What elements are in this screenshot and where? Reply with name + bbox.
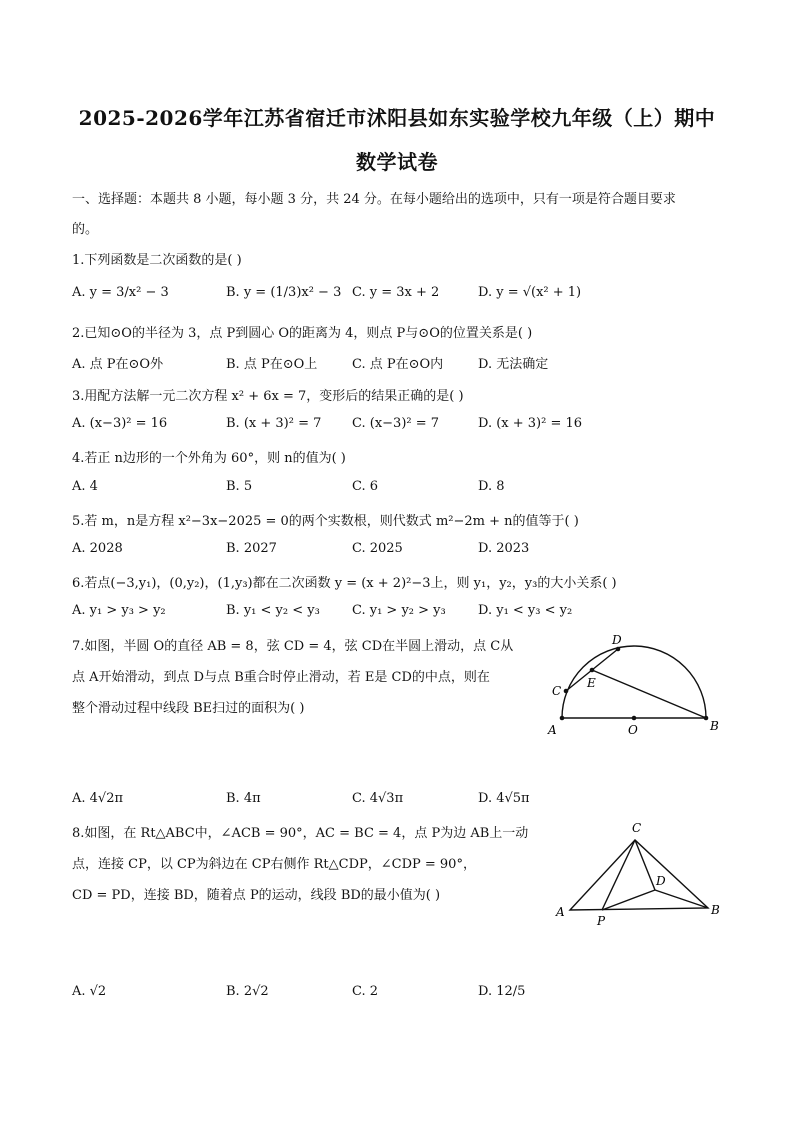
question-8-option-d: D. 12/5 [478, 984, 526, 999]
question-6-option-d: D. y₁ < y₃ < y₂ [478, 603, 573, 618]
section-heading-line1: 一、选择题：本题共 8 小题，每小题 3 分，共 24 分。在每小题给出的选项中，只有一项是符合题目要求 [72, 192, 676, 207]
question-1-option-b: B. y = (1/3)x² − 3 [226, 285, 342, 300]
point-b [704, 716, 709, 721]
question-6-option-a: A. y₁ > y₃ > y₂ [72, 603, 166, 618]
label-c: C [552, 684, 562, 698]
question-5-option-a: A. 2028 [72, 541, 123, 556]
label-e: E [587, 676, 596, 690]
point-e [590, 668, 595, 673]
question-7-stem-line2: 点 A开始滑动，到点 D与点 B重合时停止滑动，若 E是 CD的中点，则在 [72, 670, 490, 685]
question-3-stem: 3.用配方法解一元二次方程 x² + 6x = 7，变形后的结果正确的是( ) [72, 389, 464, 404]
question-5-option-c: C. 2025 [352, 541, 403, 556]
question-8-stem-line2: 点，连接 CP，以 CP为斜边在 CP右侧作 Rt△CDP，∠CDP = 90°， [72, 857, 476, 872]
question-8-stem-line3: CD = PD，连接 BD，随着点 P的运动，线段 BD的最小值为( ) [72, 888, 441, 903]
question-4-option-b: B. 5 [226, 479, 253, 494]
question-8-stem-line1: 8.如图，在 Rt△ABC中，∠ACB = 90°，AC = BC = 4，点 P为边 AB上一动 [72, 826, 529, 841]
question-4-option-c: C. 6 [352, 479, 379, 494]
segment-be [592, 670, 706, 718]
question-4-stem: 4.若正 n边形的一个外角为 60°，则 n的值为( ) [72, 451, 346, 466]
question-5-stem: 5.若 m，n是方程 x²−3x−2025 = 0的两个实数根，则代数式 m²−2m + n的值等于( ) [72, 514, 579, 529]
semicircle-arc [562, 646, 706, 718]
question-1-option-d: D. y = √(x² + 1) [478, 285, 582, 300]
page-title-line2: 数学试卷 [356, 150, 438, 174]
question-7-option-b: B. 4π [226, 791, 261, 806]
question-4-option-d: D. 8 [478, 479, 505, 494]
question-1-stem: 1.下列函数是二次函数的是( ) [72, 253, 242, 268]
question-7-option-d: D. 4√5π [478, 791, 530, 806]
question-3-option-b: B. (x + 3)² = 7 [226, 416, 322, 431]
question-1-option-c: C. y = 3x + 2 [352, 285, 440, 300]
question-8-option-b: B. 2√2 [226, 984, 269, 999]
question-3-option-d: D. (x + 3)² = 16 [478, 416, 583, 431]
question-3-option-a: A. (x−3)² = 16 [72, 416, 168, 431]
label-c: C [632, 821, 642, 835]
question-4-option-a: A. 4 [72, 479, 98, 494]
point-c [564, 689, 569, 694]
question-7-stem-line3: 整个滑动过程中线段 BE扫过的面积为( ) [72, 701, 305, 716]
segment-bd [655, 890, 708, 908]
question-6-stem: 6.若点(−3,y₁)，(0,y₂)，(1,y₃)都在二次函数 y = (x + 2)²−3上，则 y₁，y₂，y₃的大小关系( ) [72, 576, 617, 591]
label-b: B [711, 903, 720, 917]
triangle-figure [550, 815, 730, 930]
semicircle-figure [540, 628, 730, 743]
question-2-option-b: B. 点 P在⊙O上 [226, 357, 318, 372]
question-7-stem-line1: 7.如图，半圆 O的直径 AB = 8，弦 CD = 4，弦 CD在半圆上滑动，点 C从 [72, 639, 514, 654]
label-p: P [597, 914, 606, 928]
point-d [616, 647, 621, 652]
question-3-option-c: C. (x−3)² = 7 [352, 416, 440, 431]
label-a: A [556, 905, 565, 919]
point-a [560, 716, 565, 721]
label-a: A [548, 723, 557, 737]
question-2-option-d: D. 无法确定 [478, 357, 549, 372]
question-7-option-c: C. 4√3π [352, 791, 404, 806]
question-6-option-b: B. y₁ < y₂ < y₃ [226, 603, 320, 618]
question-5-option-d: D. 2023 [478, 541, 530, 556]
section-heading-line2: 的。 [72, 222, 99, 237]
question-8-option-a: A. √2 [72, 984, 107, 999]
question-2-option-a: A. 点 P在⊙O外 [72, 357, 164, 372]
segment-cd [635, 840, 655, 890]
label-o: O [628, 723, 638, 737]
question-6-option-c: C. y₁ > y₂ > y₃ [352, 603, 446, 618]
question-1-option-a: A. y = 3/x² − 3 [72, 285, 169, 300]
label-b: B [710, 719, 719, 733]
label-d: D [612, 633, 622, 647]
label-d: D [656, 874, 666, 888]
question-2-stem: 2.已知⊙O的半径为 3，点 P到圆心 O的距离为 4，则点 P与⊙O的位置关系是( ) [72, 326, 533, 341]
question-5-option-b: B. 2027 [226, 541, 277, 556]
question-8-option-c: C. 2 [352, 984, 379, 999]
point-o [632, 716, 637, 721]
question-2-option-c: C. 点 P在⊙O内 [352, 357, 444, 372]
question-7-option-a: A. 4√2π [72, 791, 124, 806]
page-title-line1: 2025-2026学年江苏省宿迁市沭阳县如东实验学校九年级（上）期中 [78, 106, 716, 130]
